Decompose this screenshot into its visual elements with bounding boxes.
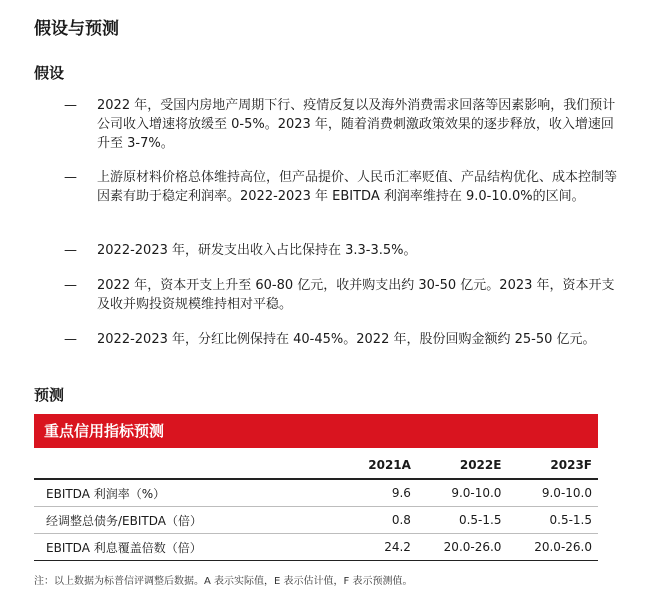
assumption-item [64,241,624,260]
table-row [34,507,598,534]
row-label: 经调整总债务/EBITDA（倍） [34,507,346,534]
column-header: 2021A [346,452,417,479]
column-header [34,452,346,479]
assumption-item [64,96,624,153]
table-cell: 20.0-26.0 [507,534,598,561]
assumption-item [64,276,624,314]
dash-marker: — [64,278,77,293]
table-cell: 9.0-10.0 [417,479,508,507]
table-row [34,534,598,561]
table-cell: 9.6 [346,479,417,507]
table-cell: 0.5-1.5 [417,507,508,534]
dash-marker: — [64,170,77,185]
dash-marker: — [64,243,77,258]
column-header: 2022E [417,452,508,479]
assumption-item [64,330,624,349]
assumption-item [64,168,624,206]
assumption-text: 2022 年，资本开支上升至 60-80 亿元，收并购支出约 30-50 亿元。2023 年，资本开支及收并购投资规模维持相对平稳。 [97,278,615,312]
row-label: EBITDA 利息覆盖倍数（倍） [34,534,346,561]
assumption-text: 2022-2023 年，分红比例保持在 40-45%。2022 年，股份回购金额约 25-50 亿元。 [97,332,596,347]
row-label: EBITDA 利润率（%） [34,479,346,507]
table-note: 注：以上数据为标普信评调整后数据。A 表示实际值，E 表示估计值，F 表示预测值。 [34,576,413,587]
dash-marker: — [64,98,77,113]
table-row [34,479,598,507]
table-header-row [34,452,598,479]
forecast-heading: 预测 [34,386,65,404]
table-cell: 9.0-10.0 [507,479,598,507]
assumptions-heading: 假设 [34,64,65,82]
table-cell: 20.0-26.0 [417,534,508,561]
page-title: 假设与预测 [34,19,119,39]
table-banner: 重点信用指标预测 [34,414,598,448]
dash-marker: — [64,332,77,347]
table-cell: 0.5-1.5 [507,507,598,534]
table-cell: 0.8 [346,507,417,534]
table-cell: 24.2 [346,534,417,561]
assumption-text: 上游原材料价格总体维持高位，但产品提价、人民币汇率贬值、产品结构优化、成本控制等因素有助于稳定利润率。2022-2023 年 EBITDA 利润率维持在 9.0-10.0%的区间。 [97,170,618,204]
assumption-text: 2022-2023 年，研发支出收入占比保持在 3.3-3.5%。 [97,243,417,258]
assumption-text: 2022 年，受国内房地产周期下行、疫情反复以及海外消费需求回落等因素影响，我们预计公司收入增速将放缓至 0-5%。2023 年，随着消费刺激政策效果的逐步释放，收入增速回升至 3-7%。 [97,98,616,151]
column-header: 2023F [507,452,598,479]
credit-metrics-table [34,452,598,561]
